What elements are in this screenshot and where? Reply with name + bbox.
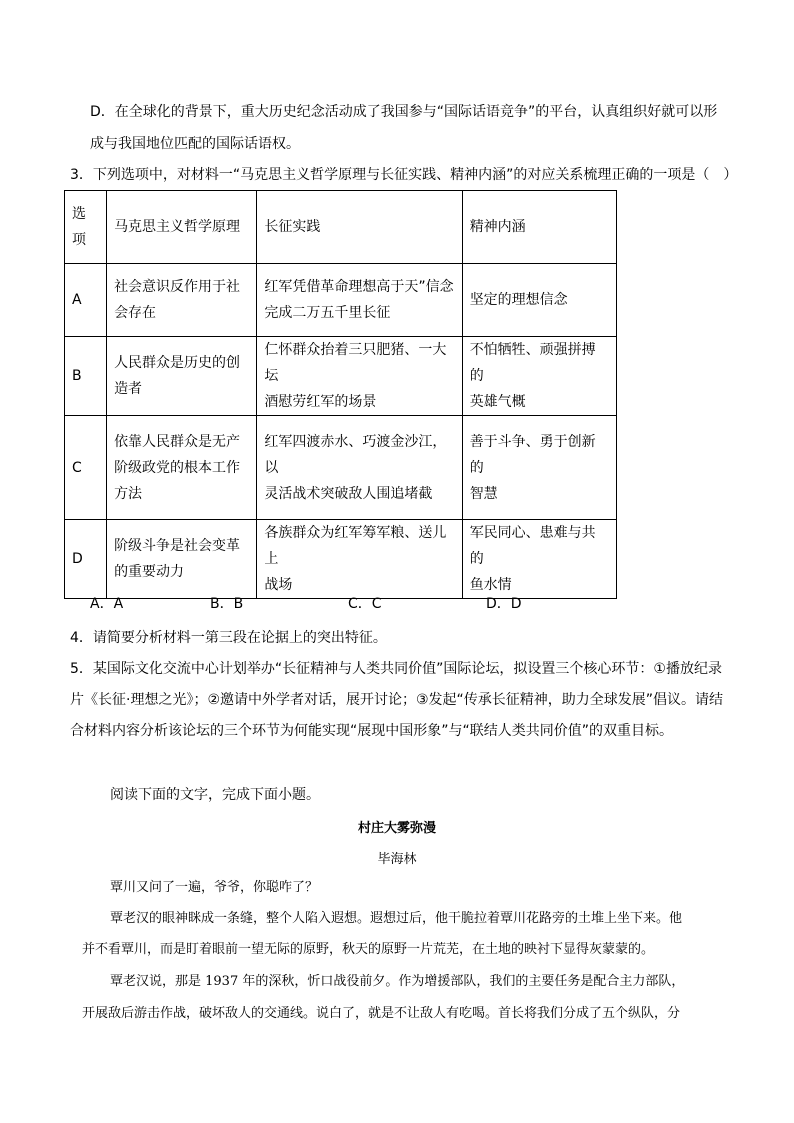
row-spirit: 不怕牺牲、顽强拼搏的 英雄气概 [462, 337, 616, 416]
header-option-label [72, 201, 99, 253]
row-practice: 红军四渡赤水、巧渡金沙江，以 灵活战术突破敌人围追堵截 [257, 416, 462, 520]
row-principle: 人民群众是历史的创 造者 [107, 337, 257, 416]
row-option: B [65, 337, 107, 416]
table-row [65, 520, 617, 599]
question-5-line-2: 片《长征·理想之光》；②邀请中外学者对话，展开讨论；③发起“传承长征精神，助力全球发展”倡议。请结 [70, 692, 724, 708]
row-practice: 各族群众为红军筹军粮、送儿上 战场 [257, 520, 462, 599]
row-principle: 依靠人民群众是无产 阶级政党的根本工作 方法 [107, 416, 257, 520]
passage-paragraph-2-line-1: 覃老汉的眼神眯成一条缝，整个人陷入遐想。遐想过后，他干脆拉着覃川花路旁的土堆上坐下来。他 [110, 911, 683, 926]
header-practice: 长征实践 [257, 191, 462, 264]
passage-paragraph-3-line-1: 覃老汉说，那是 1937 年的深秋，忻口战役前夕。作为增援部队，我们的主要任务是配合主力部队， [110, 974, 685, 989]
table-header-row [65, 191, 617, 264]
table-row [65, 416, 617, 520]
header-option-char: 项 [72, 232, 86, 248]
answer-option-d[interactable]: D．D [486, 596, 522, 612]
table-row [65, 337, 617, 416]
row-option: A [65, 264, 107, 337]
answer-option-a[interactable]: A．A [90, 596, 124, 612]
row-spirit: 军民同心、患难与共的 鱼水情 [462, 520, 616, 599]
header-principle: 马克思主义哲学原理 [107, 191, 257, 264]
header-option [65, 191, 107, 264]
row-practice: 仁怀群众抬着三只肥猪、一大坛 酒慰劳红军的场景 [257, 337, 462, 416]
passage-paragraph-3-line-2: 开展敌后游击作战，破坏敌人的交通线。说白了，就是不让敌人有吃喝。首长将我们分成了五个纵队，分 [82, 1006, 681, 1021]
passage-paragraph-2-line-2: 并不看覃川，而是盯着眼前一望无际的原野，秋天的原野一片荒芜，在土地的映衬下显得灰蒙蒙的。 [82, 942, 655, 957]
question-3-stem: 3．下列选项中，对材料一“马克思主义哲学原理与长征实践、精神内涵”的对应关系梳理正确的一项是（ ） [70, 167, 738, 183]
question-3-table [64, 190, 617, 599]
row-option: D [65, 520, 107, 599]
row-spirit: 坚定的理想信念 [462, 264, 616, 337]
passage-paragraph-1: 覃川又问了一遍，爷爷，你聪咋了？ [110, 880, 319, 895]
reading-instruction: 阅读下面的文字，完成下面小题。 [110, 787, 320, 803]
answer-option-b[interactable]: B．B [210, 596, 244, 612]
row-principle: 社会意识反作用于社 会存在 [107, 264, 257, 337]
row-principle: 阶级斗争是社会变革 的重要动力 [107, 520, 257, 599]
question-5-line-3: 合材料内容分析该论坛的三个环节为何能实现“展现中国形象”与“联结人类共同价值”的双重目标。 [70, 723, 674, 739]
answer-option-c[interactable]: C．C [348, 596, 382, 612]
header-spirit: 精神内涵 [462, 191, 616, 264]
option-d-line-2: 成与我国地位匹配的国际话语权。 [90, 136, 300, 152]
question-4: 4．请简要分析材料一第三段在论据上的突出特征。 [70, 630, 387, 646]
passage-author: 毕海林 [377, 852, 417, 867]
option-d-line-1: D．在全球化的背景下，重大历史纪念活动成了我国参与“国际话语竞争”的平台，认真组织好就可以形 [90, 104, 718, 120]
row-practice: 红军凭借革命理想高于天”信念 完成二万五千里长征 [257, 264, 462, 337]
table-row [65, 264, 617, 337]
passage-title: 村庄大雾弥漫 [357, 821, 436, 836]
question-5-line-1: 5．某国际文化交流中心计划举办“长征精神与人类共同价值”国际论坛，拟设置三个核心环节：①播放纪录 [70, 661, 722, 677]
row-spirit: 善于斗争、勇于创新的 智慧 [462, 416, 616, 520]
header-option-char: 选 [72, 206, 86, 222]
row-option: C [65, 416, 107, 520]
